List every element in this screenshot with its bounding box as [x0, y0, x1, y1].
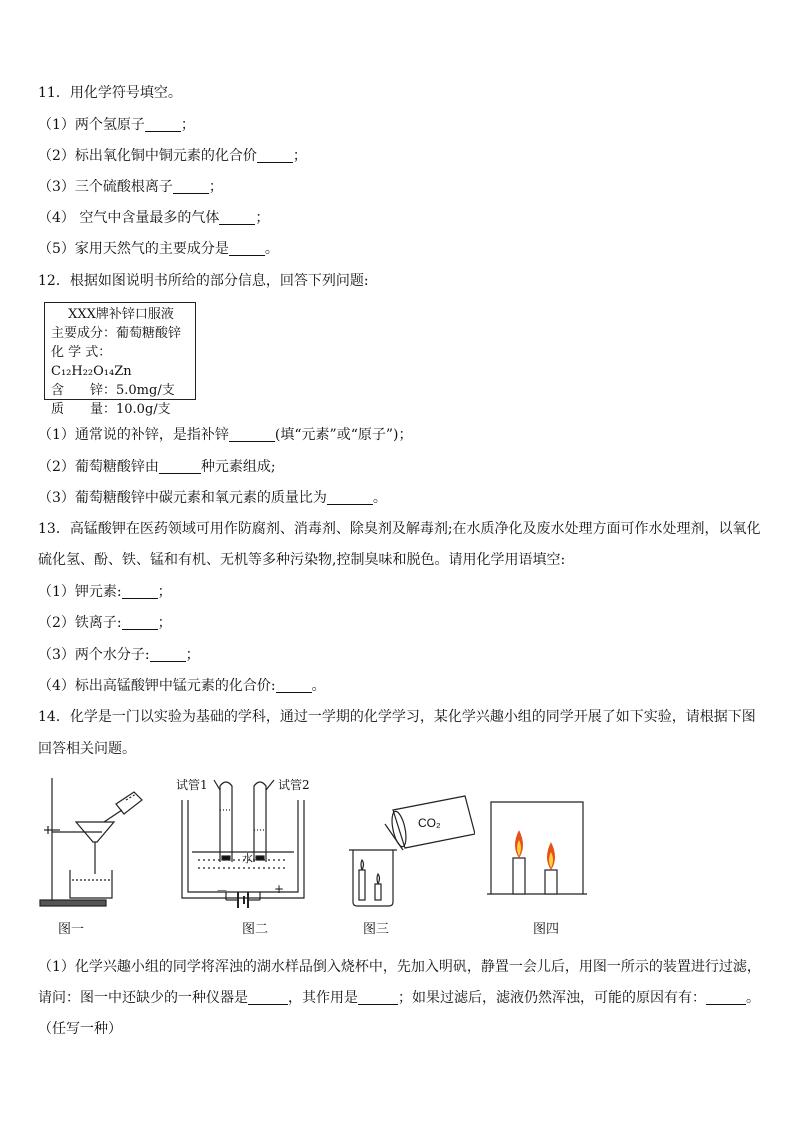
q12-item-1-end: (填“元素”或“原子”)； [274, 427, 413, 443]
answer-blank[interactable] [327, 490, 373, 505]
q12-item-2 [38, 458, 276, 476]
figure-4-caption: 图四 [533, 922, 560, 937]
q11-title: 11．用化学符号填空。 [38, 85, 182, 101]
answer-blank[interactable] [229, 241, 265, 256]
q13-item-2 [38, 614, 172, 632]
negative-terminal-label: － [216, 884, 229, 898]
q13-item-4 [38, 677, 326, 695]
answer-blank[interactable] [276, 678, 312, 693]
candle-experiment-figure [485, 798, 595, 898]
figure-3-caption: 图三 [363, 922, 390, 937]
q13-item-2-end: ； [157, 615, 172, 631]
q14-sub1-text-b: ，其作用是 [288, 990, 358, 1006]
q11-item-5-text: （5）家用天然气的主要成分是 [38, 241, 229, 257]
medicine-label-box [44, 302, 196, 417]
q11-item-4 [38, 209, 269, 227]
q14-sub1-line-3: （任写一种） [38, 1021, 122, 1037]
answer-blank[interactable] [219, 210, 255, 225]
q13-item-3-end: ； [185, 647, 200, 663]
label-zinc: 含 锌：5.0mg/支 [51, 383, 175, 398]
q14-sub1-line-1: （1）化学兴趣小组的同学将浑浊的湖水样品倒入烧杯中，先加入明矾，静置一会儿后，用图一所示的装置进行过滤， [38, 959, 761, 975]
q13-item-1 [38, 583, 172, 601]
q12-item-3-text: （3）葡萄糖酸锌中碳元素和氧元素的质量比为 [38, 490, 327, 506]
q12-title: 12．根据如图说明书所给的部分信息，回答下列问题: [38, 273, 369, 289]
answer-blank[interactable] [706, 990, 746, 1005]
experiment-figures [30, 770, 590, 940]
q14-sub1-text-c: ；如果过滤后，滤液仍然浑浊，可能的原因有有： [398, 990, 706, 1006]
q11-item-2-text: （2）标出氧化铜中铜元素的化合价 [38, 148, 257, 164]
answer-blank[interactable] [145, 117, 181, 132]
q11-item-2-end: ； [292, 148, 307, 164]
answer-blank[interactable] [173, 179, 209, 194]
figure-2-caption: 图二 [242, 922, 269, 937]
q13-item-3-text: （3）两个水分子: [38, 647, 150, 663]
q12-item-1-text: （1）通常说的补锌，是指补锌 [38, 427, 229, 443]
q14-sub1-text-d: 。 [746, 990, 760, 1006]
q13-item-4-text: （4）标出高锰酸钾中锰元素的化合价: [38, 678, 276, 694]
answer-blank[interactable] [358, 990, 398, 1005]
water-label: 水 [242, 852, 253, 865]
label-product-name: XXX牌补锌口服液 [68, 307, 174, 322]
q11-item-5-end: 。 [264, 241, 279, 257]
q12-item-1 [38, 426, 412, 444]
co2-pouring-figure [345, 790, 475, 915]
q14-sub1-text-a: 请问：图一中还缺少的一种仪器是 [38, 990, 248, 1006]
q12-item-2-text: （2）葡萄糖酸锌由 [38, 459, 159, 475]
q11-item-1-text: （1）两个氢原子 [38, 117, 145, 133]
answer-blank[interactable] [229, 427, 275, 442]
label-ingredient: 主要成分：葡萄糖酸锌 [51, 326, 182, 341]
q14-line-1: 14．化学是一门以实验为基础的学科，通过一学期的化学学习，某化学兴趣小组的同学开展了如下实验，请根据下图 [38, 709, 756, 725]
answer-blank[interactable] [150, 647, 186, 662]
figure-1-caption: 图一 [58, 922, 85, 937]
q13-item-1-text: （1）钾元素: [38, 584, 122, 600]
filtration-apparatus-figure [30, 770, 150, 915]
positive-terminal-label: + [274, 882, 285, 896]
q11-item-3-text: （3）三个硫酸根离子 [38, 179, 173, 195]
q12-item-3-end: 。 [372, 490, 387, 506]
answer-blank[interactable] [248, 990, 288, 1005]
answer-blank[interactable] [159, 459, 201, 474]
q13-item-4-end: 。 [311, 678, 326, 694]
q13-line-1: 13．高锰酸钾在医药领域可用作防腐剂、消毒剂、除臭剂及解毒剂;在水质净化及废水处理方面可作水处理剂，以氧化 [38, 521, 761, 537]
q13-line-2: 硫化氢、酚、铁、锰和有机、无机等多种污染物,控制臭味和脱色。请用化学用语填空: [38, 552, 566, 568]
q13-item-1-end: ； [157, 584, 172, 600]
q11-item-4-end: ； [255, 210, 270, 226]
q13-item-3 [38, 646, 200, 664]
q11-item-3-end: ； [208, 179, 223, 195]
q11-item-5 [38, 240, 279, 258]
label-formula-row [51, 343, 191, 381]
tube-1-label: 试管1 [176, 778, 208, 792]
answer-blank[interactable] [122, 615, 158, 630]
answer-blank[interactable] [257, 148, 293, 163]
q12-item-2-end: 种元素组成; [200, 459, 276, 475]
q11-item-3 [38, 178, 223, 196]
q12-item-3 [38, 489, 387, 507]
answer-blank[interactable] [122, 584, 158, 599]
label-formula: C₁₂H₂₂O₁₄Zn [51, 364, 132, 379]
q11-item-1-end: ； [180, 117, 195, 133]
label-formula-key: 化 学 式： [51, 345, 112, 360]
tube-2-label: 试管2 [278, 778, 310, 792]
q13-item-2-text: （2）铁离子: [38, 615, 122, 631]
label-mass: 质 量：10.0g/支 [51, 402, 171, 417]
co2-label: CO₂ [418, 816, 441, 830]
q11-item-2 [38, 147, 307, 165]
q11-item-1 [38, 116, 195, 134]
q14-sub1-line-2 [38, 989, 760, 1007]
q14-line-2: 回答相关问题。 [38, 741, 136, 757]
q11-item-4-text: （4） 空气中含量最多的气体 [38, 210, 220, 226]
